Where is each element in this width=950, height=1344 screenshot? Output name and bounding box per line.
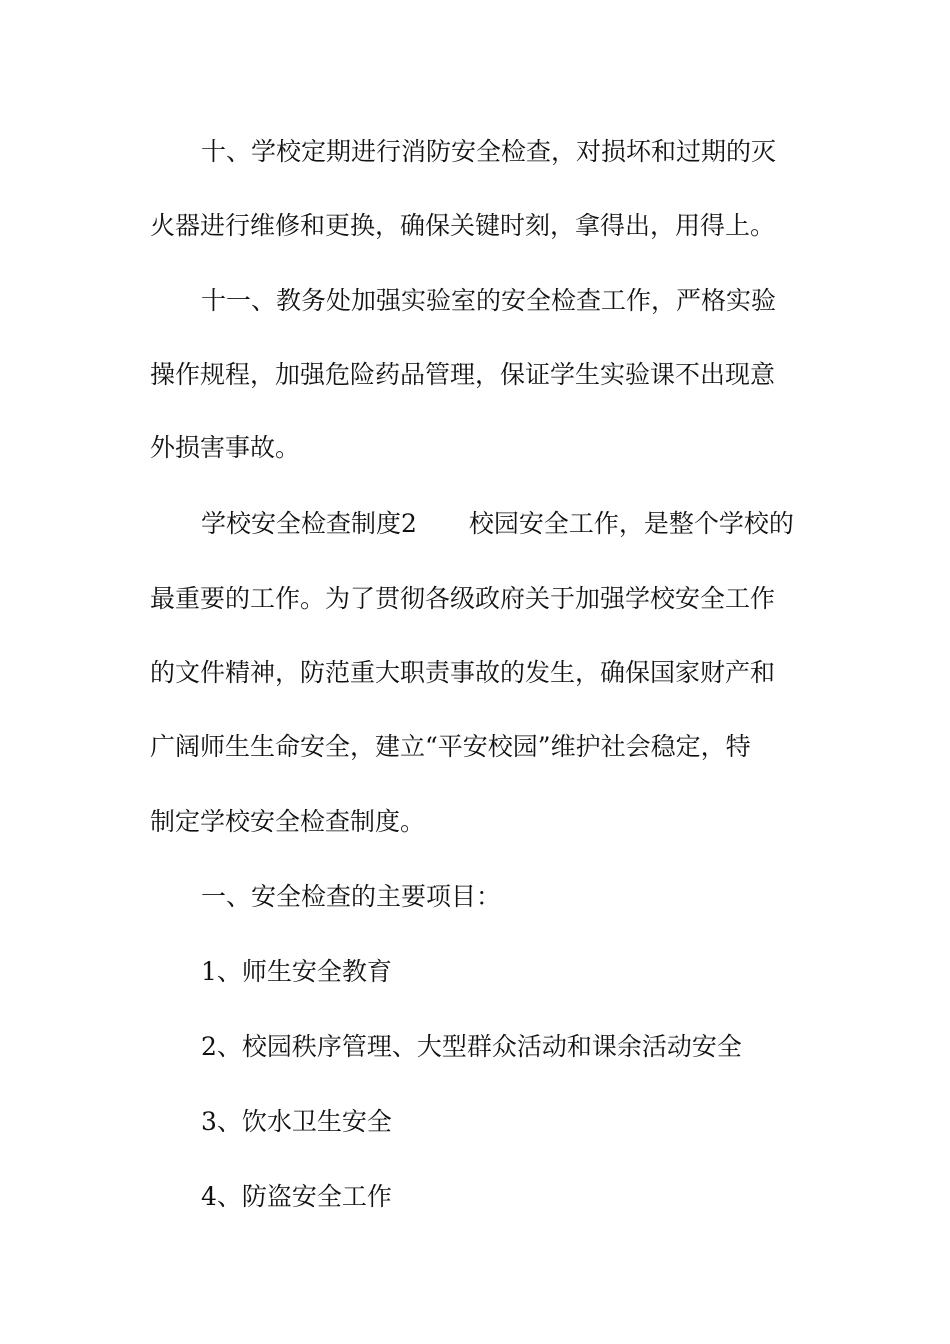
paragraph-11-line-3: 外损害事故。: [150, 433, 301, 462]
intro-line-1: 校园安全工作，是整个学校的: [468, 509, 794, 538]
list-item-4: 4、防盗安全工作: [201, 1182, 392, 1211]
section-heading-line: [0, 508, 950, 540]
list-item-1: 1、师生安全教育: [201, 957, 392, 986]
paragraph-11-line-2: 操作规程，加强危险药品管理，保证学生实验课不出现意: [150, 360, 776, 389]
paragraph-10-line-2: 火器进行维修和更换，确保关键时刻，拿得出，用得上。: [150, 211, 776, 240]
paragraph-10-line-1: 十、学校定期进行消防安全检查，对损坏和过期的灭: [201, 137, 777, 166]
list-item-3: 3、饮水卫生安全: [201, 1107, 392, 1136]
list-item-2: 2、校园秩序管理、大型群众活动和课余活动安全: [201, 1032, 742, 1061]
intro-line-4: 广阔师生生命安全，建立“平安校园”维护社会稳定，特: [150, 732, 751, 761]
intro-line-3: 的文件精神，防范重大职责事故的发生，确保国家财产和: [150, 658, 776, 687]
list-heading: 一、安全检查的主要项目：: [201, 882, 502, 911]
intro-line-2: 最重要的工作。为了贯彻各级政府关于加强学校安全工作: [150, 584, 776, 613]
paragraph-11-line-1: 十一、教务处加强实验室的安全检查工作，严格实验: [201, 286, 777, 315]
intro-line-5: 制定学校安全检查制度。: [150, 807, 426, 836]
section-heading: 学校安全检查制度2: [201, 509, 417, 538]
